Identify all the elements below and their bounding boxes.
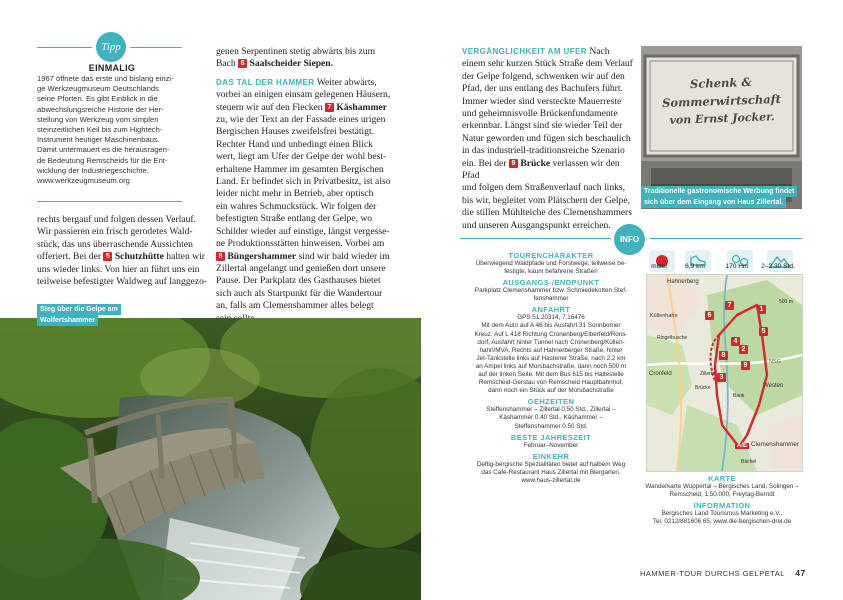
body-line [216,58,416,70]
map-marker [741,355,750,373]
sign-lettering [650,72,793,131]
info-line: Überwiegend Waldpfade und Forstwege; teilweise be- [475,260,627,267]
stop-name: Käshammer [336,101,387,113]
tipp-divider-right [130,47,182,48]
info-line: Jet-Tankstelle links auf Hastener Straße, nach 2,2 km [476,354,626,362]
info-line: Februar–November [523,441,579,449]
body-line: ein wahres Schmuckstück. Wir folgen der [216,200,377,212]
column-3-text [462,46,637,232]
body-fragment: offeriert. Bei der [37,251,102,263]
tour-stats [645,250,802,274]
tipp-line: de Bedeutung Remscheids für die Ent- [37,155,168,165]
body-line: sich auch als Startpunkt für die Wandertour [216,287,383,299]
start-end-marker: A/E [737,443,748,449]
body-line: Pause. Der Parkplatz des Gasthauses bietet [216,275,381,287]
info-heading: TOURENCHARAKTER [508,251,594,260]
info-heading: AUSGANGS-/ENDPUNKT [502,278,600,288]
info-line: Käshammer 0.40 Std., Käshammer – [499,414,603,422]
stop-name: Schutzhütte [114,251,164,263]
info-line: auf der linken Seite. Mit dem Bus 615 bis Haltestelle [478,371,624,379]
map-marker-label: 1 [757,305,766,314]
body-line: an, falls am Clemenshammer alles belegt [216,300,374,312]
map-label: Clemenshammer [751,441,799,448]
map-marker-label: 7 [725,301,734,310]
info-line: Steffenshammer 0.50 Std. [514,422,588,430]
body-line: die stillen Mühlteiche des Clemenshammers [462,207,632,219]
map-marker [731,331,740,349]
body-line: Schilder wieder auf einstige, längst vergesse- [216,225,390,237]
body-fragment: Weiter abwärts, [316,76,377,88]
body-line: vorbei an einigen einsam gelegenen Häusern, [216,89,391,101]
footer-title: HAMMER-TOUR DURCHS GELPETAL [640,569,785,578]
body-line [216,102,416,114]
info-line: Mit dem Auto auf A 46 bis Ausfahrt 31 Sonnborner [481,322,621,330]
map-label: Westen [763,383,784,389]
body-line [462,158,637,183]
body-line: Zillertal angelangt und genießen dort unsere [216,262,386,274]
body-line [37,251,212,263]
stop-name: Büngershammer [227,250,297,262]
body-line: genen Serpentinen stetig abwärts bis zum [216,46,376,57]
sign-line: Schenk & Sommerwirtschaft [661,74,782,111]
tipp-line: 1967 öffnete das erste und bislang einzi- [37,74,174,83]
info-heading: ANFAHRT [531,305,571,315]
stop-marker: 7 [325,103,334,112]
sign-caption-line-2: sich über dem Eingang von Haus Zillertal. [641,197,786,208]
map-info-column [641,474,803,526]
body-line: Wir passieren ein frisch gerodetes Wald- [37,226,193,238]
body-line: der Gelpe folgend, schwenken wir auf den [462,70,625,82]
info-divider-right [650,238,802,239]
info-heading: KARTE [708,474,736,483]
body-line: zu, wie der Text an der Fassade eines urigen [216,114,386,126]
distance-label: 6,9 km [685,263,705,270]
body-fragment: ein. Bei der [462,157,507,169]
map-marker [759,321,768,339]
body-line: ne Produktionsstätten hinweisen. Vorbei am [216,238,385,250]
body-line: Rechter Hand und unbedingt einen Blick [216,138,373,150]
info-line: fenshammer [533,295,569,303]
info-line: festigte, kaum befahrene Straßen [504,268,598,276]
sign-photo [641,46,802,209]
tipp-title: EINMALIG [88,63,136,73]
tipp-text [37,74,182,186]
map-label: Zillertal [700,371,717,377]
tipp-line: abwechslungsreiche Historie der Her- [37,104,164,114]
map-marker-label: 4 [731,337,740,346]
tipp-line: Instrument heutiger Maschinenbaus. [37,135,160,145]
bridge-photo [0,318,421,600]
info-column [462,251,640,485]
info-line: das Café-Restaurant Haus Zillertal mit Biergarten. [481,468,621,476]
body-line: wert, liegt am Ufer der Gelpe der wohl best- [216,151,387,163]
body-line: Bergischen Hauses zweifelsfrei bestätigt. [216,126,375,138]
running-footer [640,568,806,578]
map-label: Ringelbusche [657,335,688,341]
map-label: Hahnerberg [667,279,699,285]
body-line: bis wir, begleitet vom Plätschern der Gelpe, [462,194,630,206]
tipp-divider-left [37,47,92,48]
body-line: und folgen dem Straßenverlauf nach links, [462,182,626,194]
info-line: dann noch ein Stück auf der Morsbachstraße [488,387,614,395]
info-badge-label: INFO [619,235,640,244]
info-line: dorf, Ausfahrt hinter Tunnel nach Cronenberg/Küllen- [477,338,625,346]
map-marker-label: 3 [717,373,726,382]
body-line: befestigten Straße entlang der Gelpe, wo [216,213,373,225]
section-heading: DAS TAL DER HAMMER [216,77,315,87]
body-line [216,77,416,89]
tipp-line: ge Werkzeugmuseum Deutschlands [37,84,159,94]
info-line: GPS 51.20314, 7.16476 [517,314,585,322]
body-line [462,46,637,58]
body-line: in das industriell-traditionsreiche Szenario [462,145,625,157]
map-label: Bank [733,393,745,399]
info-line: an Ampel links auf Morsbachstraße, dann noch 500 m [475,362,627,370]
body-line: uns wieder links. Von hier an führt uns ein [37,263,200,275]
sign-line: von Ernst Jocker. [669,110,775,127]
page-number: 47 [795,568,806,578]
body-line: erhaltene Hammer im gesamten Bergischen [216,163,384,175]
tipp-line: seine Pforten. Es gibt Einblick in die [37,94,158,104]
body-line: Immer wieder sind versteckte Mauerreste [462,95,622,107]
body-line: stück, das uns überraschende Aussichten [37,238,193,250]
stop-marker: 8 [216,252,225,261]
info-link[interactable]: Tel. 0212/881606 65, www.die-bergischen-drei.de [652,518,792,526]
body-line: Land. Er befindet sich in Privatbesitz, ist also [216,176,391,188]
tipp-line: stellung von Werkzeug vom simplen [37,114,159,124]
body-line: Natur geworden und fügen sich beschaulich [462,132,631,144]
body-line: erkennbar. Längst sind sie wieder Teil der [462,120,623,132]
map-label: Brücke [695,385,711,391]
body-fragment: Nach [589,46,610,57]
map-marker-label: 2 [739,345,748,354]
info-line: Parkplatz Clemenshammer bzw. Schmiedekotten Stef- [474,287,628,295]
map-label: NSG [769,359,781,365]
stop-marker: 5 [103,252,112,261]
info-heading: BESTE JAHRESZEIT [510,432,592,442]
stop-marker: 9 [509,159,518,168]
body-fragment: steuern wir auf den Flecken [216,101,323,113]
tipp-line: steinzeitlichen Keil bis zum Hightech- [37,125,163,135]
map-marker-label: 9 [741,361,750,370]
bridge-caption-line-2: Wolfertshammer [37,315,98,326]
tipp-badge-label: Tipp [101,41,121,53]
body-fragment: verlassen wir den Pfad [462,157,620,182]
difficulty-label: mittel [651,263,667,270]
info-heading: INFORMATION [693,501,751,511]
info-heading: GEHZEITEN [527,397,575,407]
body-line: und unseren Ausgangspunkt erreichen. [462,219,611,231]
body-fragment: Bach [216,58,236,70]
route-map[interactable] [646,274,803,472]
bridge-photo-illustration [0,318,421,600]
stop-marker: 6 [238,59,247,68]
column-1-text [37,214,212,288]
sign-caption-line-1: Traditionelle gastronomische Werbung findet [641,186,797,197]
info-line: Remscheid-Gerstau von Remscheid Hauptbahnhof, [478,379,624,387]
map-marker-label: 8 [719,351,728,360]
info-line: Kreuz. Auf L 418 Richtung Cronenberg/Elberfeld/Rons- [474,330,628,338]
map-marker [705,305,714,323]
info-line: Bergisches Land Tourismus Marketing e.V., [661,510,783,518]
duration-label: 2–2.30 Std. [761,263,795,270]
info-line: Wanderkarte Wuppertal – Bergisches Land, Solingen – [645,483,799,490]
map-marker-label: 6 [705,311,714,320]
map-marker [719,345,728,363]
info-divider-left [460,238,611,239]
info-line: hahn/MVA. Rechts auf Hahnerberger Straße, hinter [479,346,623,354]
body-fragment: halten wir [166,251,205,263]
map-marker [757,299,766,317]
map-marker [717,367,726,385]
body-line: leider nicht mehr in Betrieb, aber optisch [216,188,374,200]
body-line [216,251,416,263]
map-marker [725,295,734,313]
tipp-link[interactable]: www.werkzeugmuseum.org [37,176,130,186]
tipp-divider-bottom [37,201,182,202]
info-link[interactable]: www.haus-zillertal.de [521,476,581,484]
info-line: Deftig-bergische Spezialitäten bietet auf halbem Weg [476,460,626,468]
info-heading: EINKEHR [532,451,570,461]
stop-name: Saalscheider Siepen. [249,58,334,70]
section-heading: VERGÄNGLICHKEIT AM UFER [462,47,587,56]
map-label: Cronfeld [649,371,672,377]
info-line: Remscheid, 1:50.000, Freytag-Berndt [669,491,775,499]
bridge-caption-line-1: Steg über die Gelpe am [37,304,121,315]
info-line: Steffenshammer – Zillertal 0.50 Std., Zillertal – [486,406,616,414]
map-scale: 500 m [779,299,793,305]
body-line: rechts bergauf und folgen dessen Verlauf. [37,214,196,225]
map-label: Bächel [741,459,757,465]
body-line: teilweise befestigter Waldweg auf langgezo- [37,276,208,288]
tipp-line: wicklung der Industriegeschichte. [37,165,149,175]
body-fragment: sind wir bald wieder im [298,250,390,262]
map-marker-label: 5 [759,327,768,336]
stop-name: Brücke [520,157,551,169]
column-2-text [216,46,416,325]
map-label: Küllenhahn [650,313,678,319]
tipp-line: Damit untermauert es die herausragen- [37,145,170,155]
body-line: Pfad, der uns entlang des Bachufers führt. [462,83,623,95]
tipp-badge [96,32,126,62]
elevation-label: 170 Hm [725,263,749,270]
body-line: einem sehr kurzen Stück Straße dem Verlauf [462,58,633,70]
body-line: und geheimnisvolle Brückenfundamente [462,108,618,120]
